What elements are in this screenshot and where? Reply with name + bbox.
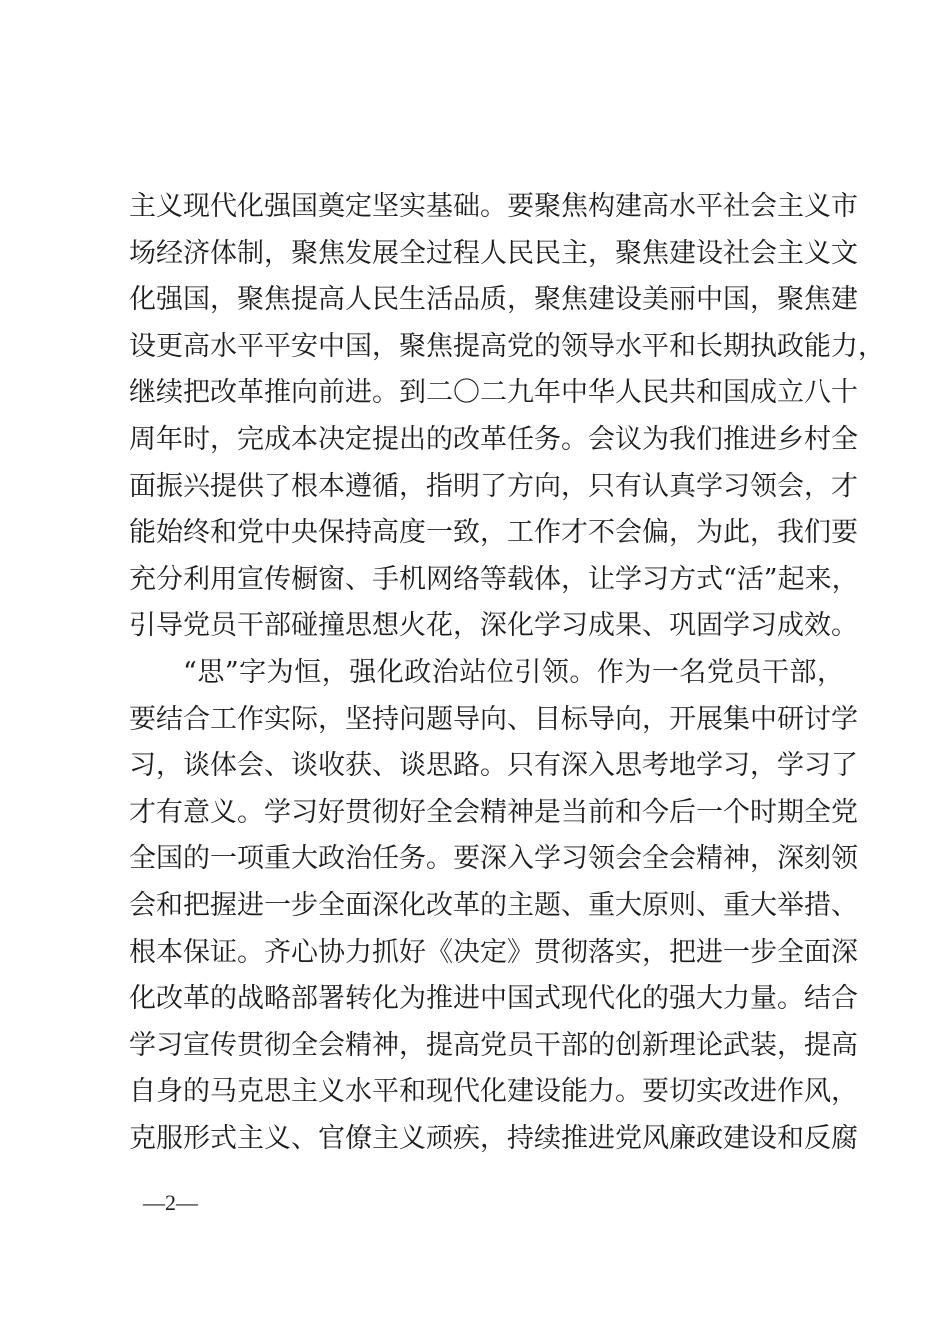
paragraph-line: 克服形式主义、官僚主义顽疾，持续推进党风廉政建设和反腐: [129, 1122, 858, 1154]
paragraph-line: 能始终和党中央保持高度一致，工作才不会偏，为此，我们要: [129, 517, 858, 549]
paragraph-line: 化改革的战略部署转化为推进中国式现代化的强大力量。结合: [129, 983, 858, 1015]
paragraph-line: 设更高水平平安中国，聚焦提高党的领导水平和长期执政能力，: [129, 330, 885, 362]
paragraph-line: 会和把握进一步全面深化改革的主题、重大原则、重大举措、: [129, 889, 858, 921]
paragraph-line: 要结合工作实际，坚持问题导向、目标导向，开展集中研讨学: [129, 703, 858, 735]
paragraph-line: 面振兴提供了根本遵循，指明了方向，只有认真学习领会，才: [129, 470, 858, 502]
paragraph-line: 周年时，完成本决定提出的改革任务。会议为我们推进乡村全: [129, 423, 858, 455]
paragraph-line: 主义现代化强国奠定坚实基础。要聚焦构建高水平社会主义市: [129, 191, 858, 222]
paragraph-line: 化强国，聚焦提高人民生活品质，聚焦建设美丽中国，聚焦建: [129, 284, 858, 316]
body-text: [129, 184, 885, 1162]
paragraph-line: 根本保证。齐心协力抓好《决定》贯彻落实，把进一步全面深: [129, 936, 858, 968]
paragraph-line: 学习宣传贯彻全会精神，提高党员干部的创新理论武装，提高: [129, 1029, 858, 1061]
paragraph-line: 引导党员干部碰撞思想火花，深化学习成果、巩固学习成效。: [129, 610, 858, 642]
paragraph-line: 场经济体制，聚焦发展全过程人民民主，聚焦建设社会主义文: [129, 237, 858, 269]
page-number: —2—: [143, 1190, 198, 1215]
paragraph-line: 才有意义。学习好贯彻好全会精神是当前和今后一个时期全党: [129, 796, 858, 828]
paragraph-line: 继续把改革推向前进。到二〇二九年中华人民共和国成立八十: [129, 377, 858, 409]
paragraph-2: [129, 650, 858, 1163]
paragraph-line: 自身的马克思主义水平和现代化建设能力。要切实改进作风，: [129, 1076, 858, 1108]
paragraph-line: 充分利用宣传橱窗、手机网络等载体，让学习方式“活”起来，: [129, 563, 859, 595]
paragraph-1: [129, 184, 885, 650]
paragraph-line: “思”字为恒，强化政治站位引领。作为一名党员干部，: [183, 656, 844, 688]
paragraph-line: 习，谈体会、谈收获、谈思路。只有深入思考地学习，学习了: [129, 750, 858, 782]
paragraph-line: 全国的一项重大政治任务。要深入学习领会全会精神，深刻领: [129, 843, 858, 875]
